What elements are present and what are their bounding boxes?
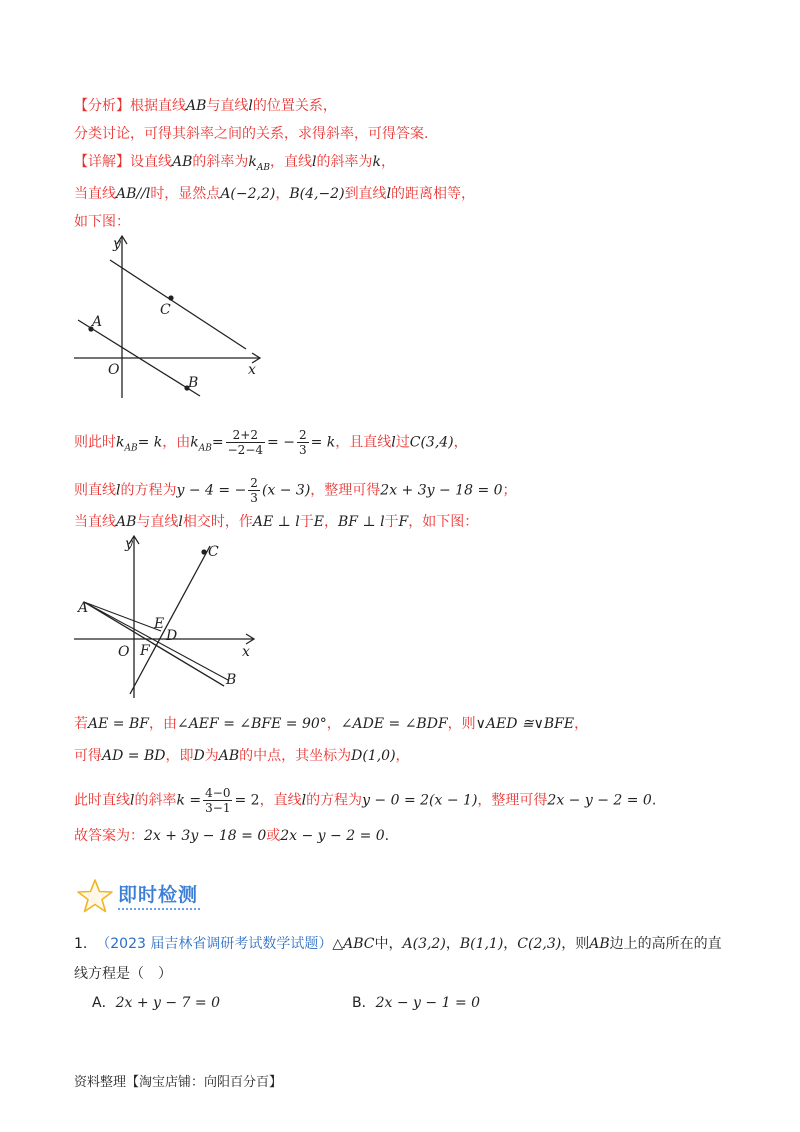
point-c [168,295,173,300]
label-f: F [140,643,150,659]
calc4-line: 可得AD = BD，即D为AB的中点，其坐标为D(1,0)， [74,748,410,764]
label-o: O [118,644,130,660]
figure-parallel-lines [70,232,270,402]
segment-bf [152,643,224,686]
label-x: x [242,644,250,660]
question-number: 1. [74,936,88,952]
section-title: 即时检测 [118,884,199,906]
footer-text: 资料整理【淘宝店铺：向阳百分百】 [74,1075,283,1090]
analysis-line-1: 【分析】根据直线AB与直线l的位置关系， [74,98,337,114]
label-b: B [188,375,199,391]
label-x: x [248,362,256,378]
label-c: C [160,302,171,318]
case1-line-2: 如下图： [74,214,130,230]
star-icon [76,878,114,914]
calc2-line: 则直线l的方程为y − 4 = − $\frac{2}{3}$ (x − 3)，整理可得2x + 3y − 18 = 0； [74,476,517,505]
analysis-line-2: 分类讨论，可得其斜率之间的关系，求得斜率，可得答案. [74,126,429,142]
option-b[interactable]: B．2x − y − 1 = 0 [352,995,481,1011]
case2-line: 当直线AB与直线l相交时，作AE ⊥ l于E，BF ⊥ l于F，如下图： [74,514,479,530]
question-1-line-1: 1. （2023 届吉林省调研考试数学试题）△ABC中，A(3,2)，B(1,1)，C(2,3)，则AB边上的高所在的直 [74,936,722,952]
label-o: O [108,362,120,378]
detail-line: 【详解】设直线AB的斜率为$k_{AB}$，直线l的斜率为k， [74,154,395,173]
line-l [130,546,210,694]
calc5-line: 此时直线l的斜率k = $\frac{4-0}{3-1}$ = 2，直线l的方程为y − 0 = 2(x − 1)，整理可得2x − y − 2 = 0. [74,786,657,815]
case1-line: 当直线AB//l时，显然点A(−2,2)，B(4,−2)到直线l的距离相等， [74,186,476,202]
segment-ae [84,602,161,631]
fraction: $\frac{2+2}{-2-4}$ [227,428,264,457]
fraction: $\frac{4-0}{3-1}$ [205,786,231,815]
line-l [110,260,246,349]
figure-intersecting-lines [70,532,270,702]
line-ab-aux [84,602,228,680]
fraction: $\frac{2}{3}$ [298,428,307,457]
detail-tag: 【详解】 [74,154,130,170]
answer-line: 故答案为：2x + 3y − 18 = 0或2x − y − 2 = 0. [74,828,390,844]
label-b: B [226,672,237,688]
label-d: D [166,628,178,644]
question-source: （2023 届吉林省调研考试数学试题） [96,936,333,952]
analysis-tag: 【分析】 [74,98,130,114]
label-a: A [92,314,103,330]
label-e: E [154,616,165,632]
question-1-line-2: 线方程是（ ） [74,966,172,982]
label-a: A [78,600,89,616]
label-y: y [113,236,121,252]
label-y: y [125,536,133,552]
point-c [201,549,206,554]
section-underline [118,908,200,910]
calc3-line: 若AE = BF，由∠AEF = ∠BFE = 90°，∠ADE = ∠BDF，则∨AED ≅∨BFE， [74,716,589,732]
label-c: C [208,544,219,560]
fraction: $\frac{2}{3}$ [250,476,258,505]
calc1-line: 则此时$k_{AB}= k$，由$k_{AB}=$ $\frac{2+2}{-2-4}$ = − $\frac{2}{3}$ = k，且直线l过C(3,4)， [74,428,468,457]
option-a[interactable]: A．2x + y − 7 = 0 [92,995,220,1011]
